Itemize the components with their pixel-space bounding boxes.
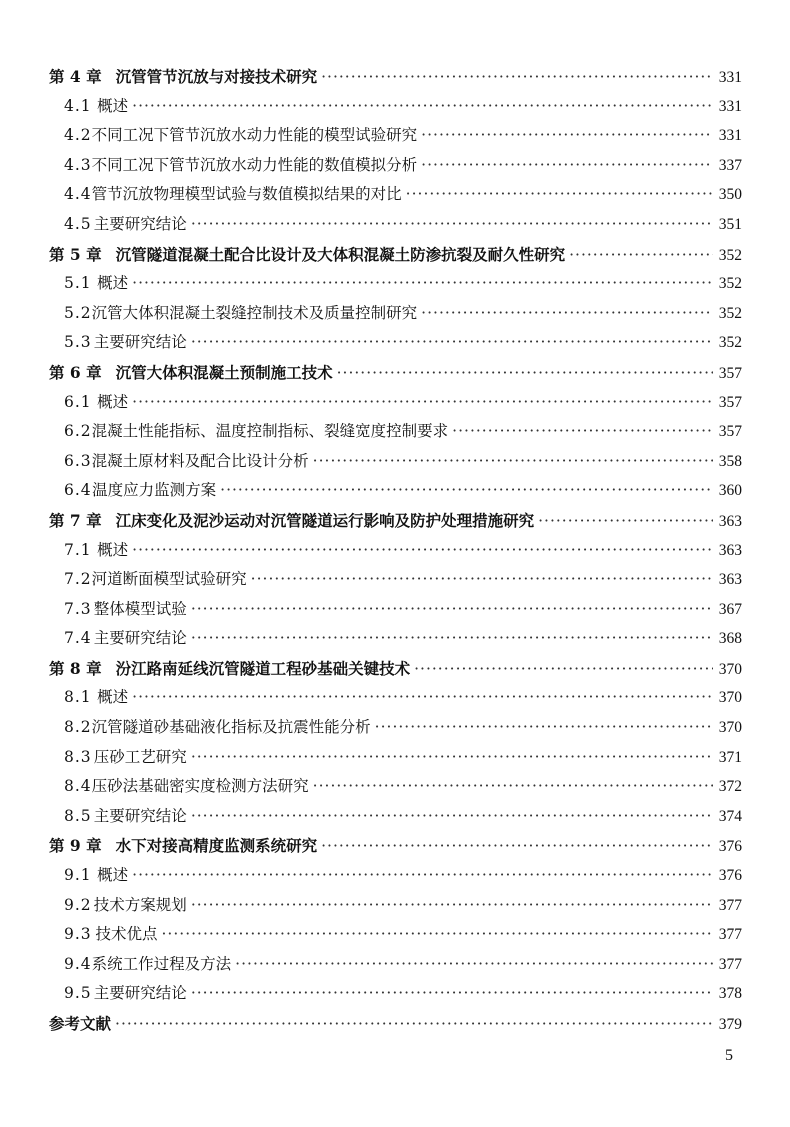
entry-page: 368 [718,630,742,648]
entry-number: 8.2 [64,718,92,737]
entry-page: 370 [718,689,742,707]
entry-page: 351 [718,215,742,233]
entry-number: 7.2 [64,570,92,589]
table-of-contents [49,62,742,1039]
entry-number: 第 5 章 [49,244,102,264]
entry-page: 363 [718,571,742,589]
toc-section-entry [49,891,742,921]
entry-title: 混凝土性能指标、温度控制指标、裂缝宽度控制要求 [91,422,449,441]
entry-title: 沉管大体积混凝土预制施工技术 [115,362,333,382]
entry-title: 概述 [97,688,129,707]
entry-number: 9.1 [64,866,92,885]
entry-page: 352 [718,275,742,293]
dot-leader [191,624,713,654]
entry-number: 5.2 [64,303,92,322]
entry-page: 352 [718,304,742,322]
toc-section-entry [49,299,742,329]
toc-chapter-entry [49,831,742,861]
entry-title: 主要研究结论 [93,333,187,352]
toc-section-entry [49,388,742,418]
toc-section-entry [49,417,742,447]
entry-page: 371 [718,748,742,766]
entry-number: 5.3 [64,333,92,352]
toc-section-entry [49,624,742,654]
dot-leader [132,388,713,418]
entry-title: 系统工作过程及方法 [91,954,232,973]
entry-page: 376 [718,867,742,885]
entry-page: 337 [718,156,742,174]
entry-title: 概述 [97,866,129,885]
dot-leader [251,565,713,595]
entry-number: 9.4 [64,954,92,973]
entry-number: 6.1 [64,392,92,411]
toc-section-entry [49,713,742,743]
entry-page: 377 [718,955,742,973]
entry-number: 5.1 [64,274,92,293]
entry-number: 第 4 章 [49,67,102,86]
entry-number: 8.5 [64,806,92,825]
entry-page: 357 [718,364,742,382]
entry-number: 8.1 [64,688,92,707]
entry-number: 9.5 [64,984,92,1003]
dot-leader [406,180,713,210]
toc-section-entry [49,151,742,181]
entry-title: 沉管管节沉放与对接技术研究 [115,67,318,86]
toc-section-entry [49,269,742,299]
entry-page: 352 [718,246,742,264]
dot-leader [132,861,713,891]
toc-section-entry [49,920,742,950]
dot-leader [191,891,713,921]
dot-leader [375,713,713,743]
entry-page: 379 [718,1016,742,1033]
toc-section-entry [49,802,742,832]
toc-section-entry [49,595,742,625]
entry-number: 第 6 章 [49,362,102,382]
entry-title: 不同工况下管节沉放水动力性能的模型试验研究 [91,126,418,145]
dot-leader [161,920,712,950]
toc-section-entry [49,121,742,151]
entry-page: 376 [718,838,742,856]
entry-page: 377 [718,926,742,944]
entry-title: 主要研究结论 [93,806,187,825]
dot-leader [321,832,713,862]
entry-number: 7.4 [64,629,92,648]
toc-chapter-entry [49,358,742,388]
toc-chapter-entry [49,62,742,92]
dot-leader [421,151,713,181]
dot-leader [191,743,713,773]
entry-number: 第 8 章 [49,658,102,678]
dot-leader [191,210,713,240]
entry-title: 技术方案规划 [93,895,187,914]
toc-section-entry [49,743,742,773]
entry-number: 6.2 [64,422,92,441]
entry-title: 概述 [97,274,129,293]
entry-number: 4.3 [64,155,92,174]
entry-page: 331 [718,97,742,115]
entry-title: 主要研究结论 [93,984,187,1003]
toc-chapter-entry [49,1009,742,1039]
entry-title: 概述 [97,392,129,411]
entry-page: 331 [718,69,742,86]
entry-page: 350 [718,186,742,204]
entry-title: 管节沉放物理模型试验与数值模拟结果的对比 [91,185,402,204]
dot-leader [538,507,713,537]
entry-number: 6.3 [64,451,92,470]
entry-title: 主要研究结论 [93,629,187,648]
dot-leader [235,950,713,980]
entry-title: 温度应力监测方案 [92,481,217,500]
entry-page: 377 [718,896,742,914]
dot-leader [414,655,713,685]
entry-page: 352 [718,334,742,352]
entry-title: 江床变化及泥沙运动对沉管隧道运行影响及防护处理措施研究 [115,510,535,530]
entry-title: 汾江路南延线沉管隧道工程砂基础关键技术 [115,658,411,678]
toc-chapter-entry [49,654,742,684]
entry-title: 沉管隧道砂基础液化指标及抗震性能分析 [91,718,371,737]
entry-title: 整体模型试验 [93,599,187,618]
dot-leader [191,595,713,625]
entry-number: 4.4 [64,185,92,204]
entry-number: 4.5 [64,214,92,233]
entry-page: 357 [718,423,742,441]
entry-number: 第 9 章 [49,836,102,856]
entry-number: 4.1 [64,96,92,115]
dot-leader [191,802,713,832]
dot-leader [337,359,713,389]
dot-leader [132,536,713,566]
dot-leader [132,269,713,299]
entry-page: 370 [718,660,742,678]
entry-page: 358 [718,452,742,470]
entry-number: 8.3 [64,747,92,766]
page-number: 5 [725,1047,733,1064]
entry-title: 压砂工艺研究 [93,747,187,766]
entry-number: 6.4 [64,481,92,500]
entry-title: 技术优点 [95,925,158,944]
entry-number: 7.3 [64,599,92,618]
dot-leader [421,299,713,329]
entry-page: 363 [718,512,742,530]
entry-title: 水下对接高精度监测系统研究 [115,836,318,856]
dot-leader [313,772,713,802]
toc-section-entry [49,476,742,506]
entry-title: 概述 [97,96,129,115]
toc-section-entry [49,772,742,802]
toc-section-entry [49,950,742,980]
toc-section-entry [49,328,742,358]
entry-page: 357 [718,393,742,411]
entry-page: 372 [718,778,742,796]
toc-section-entry [49,210,742,240]
toc-chapter-entry [49,506,742,536]
dot-leader [220,476,713,506]
entry-number: 9.3 [64,925,92,944]
entry-number: 4.2 [64,126,92,145]
dot-leader [452,417,713,447]
entry-number: 7.1 [64,540,92,559]
entry-page: 370 [718,719,742,737]
entry-title: 参考文献 [49,1014,112,1033]
entry-number: 第 7 章 [49,510,102,530]
dot-leader [191,328,713,358]
entry-number: 8.4 [64,777,92,796]
toc-section-entry [49,180,742,210]
entry-page: 374 [718,807,742,825]
entry-page: 360 [718,482,742,500]
entry-number: 9.2 [64,895,92,914]
entry-title: 沉管大体积混凝土裂缝控制技术及质量控制研究 [91,303,418,322]
entry-page: 378 [718,985,742,1003]
toc-chapter-entry [49,240,742,270]
dot-leader [569,241,713,271]
toc-section-entry [49,979,742,1009]
entry-title: 混凝土原材料及配合比设计分析 [91,451,309,470]
dot-leader [115,1010,713,1040]
toc-section-entry [49,92,742,122]
entry-page: 363 [718,541,742,559]
toc-section-entry [49,861,742,891]
toc-section-entry [49,536,742,566]
entry-title: 主要研究结论 [93,214,187,233]
entry-page: 331 [718,127,742,145]
entry-title: 沉管隧道混凝土配合比设计及大体积混凝土防渗抗裂及耐久性研究 [115,244,566,264]
dot-leader [313,447,713,477]
toc-section-entry [49,447,742,477]
dot-leader [191,979,713,1009]
entry-page: 367 [718,600,742,618]
dot-leader [421,121,713,151]
dot-leader [132,683,713,713]
dot-leader [132,92,713,122]
entry-title: 压砂法基础密实度检测方法研究 [91,777,309,796]
entry-title: 概述 [97,540,129,559]
dot-leader [321,63,713,93]
toc-section-entry [49,683,742,713]
entry-title: 河道断面模型试验研究 [91,570,247,589]
toc-section-entry [49,565,742,595]
entry-title: 不同工况下管节沉放水动力性能的数值模拟分析 [91,155,418,174]
